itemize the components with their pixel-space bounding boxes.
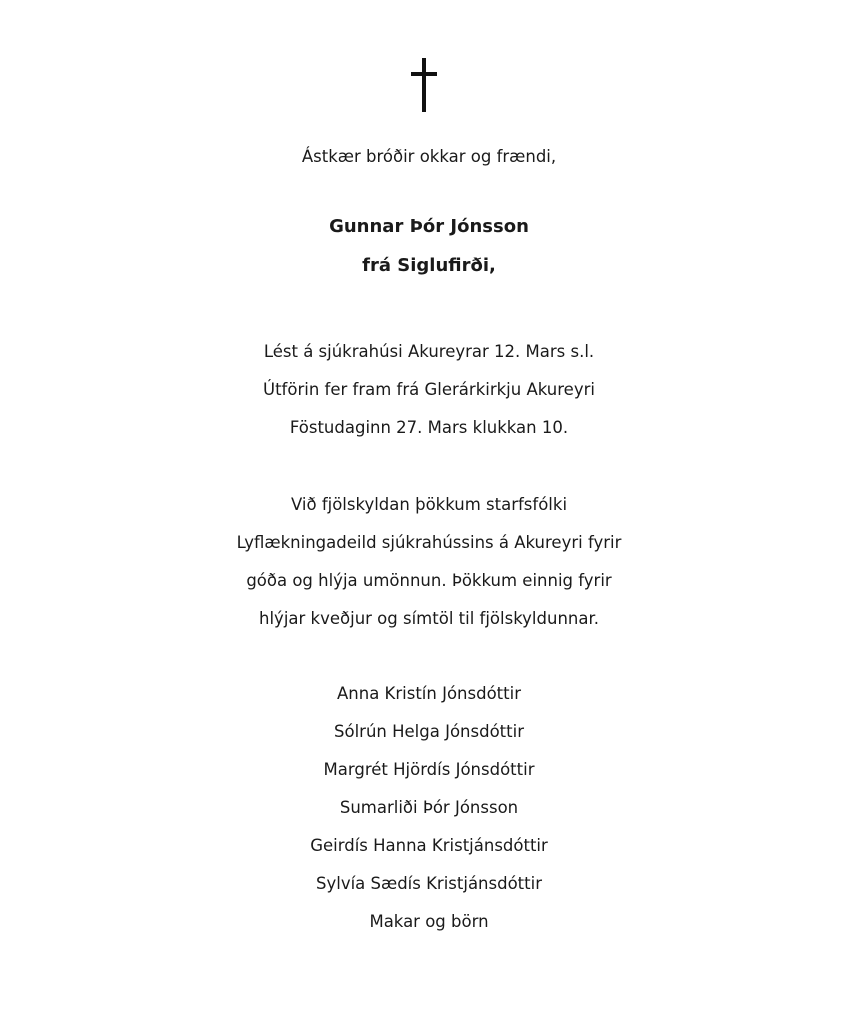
thanks-line: hlýjar kveðjur og símtöl til fjölskyldunnar.	[259, 609, 599, 628]
opening-line: Ástkær bróðir okkar og frændi,	[301, 147, 557, 166]
latin-cross-icon	[411, 58, 437, 112]
signatory: Margrét Hjördís Jónsdóttir	[323, 760, 535, 779]
thanks-line: Lyflækningadeild sjúkrahússins á Akureyri fyrir	[236, 533, 622, 552]
deceased-name: Gunnar Þór Jónsson	[329, 216, 529, 237]
signatory: Sylvía Sædís Kristjánsdóttir	[316, 874, 542, 893]
signatory: Anna Kristín Jónsdóttir	[337, 684, 521, 703]
deceased-origin: frá Siglufirði,	[362, 255, 496, 276]
thanks-line: góða og hlýja umönnun. Þökkum einnig fyrir	[246, 571, 612, 590]
signatory: Geirdís Hanna Kristjánsdóttir	[310, 836, 548, 855]
announcement-line: Lést á sjúkrahúsi Akureyrar 12. Mars s.l.	[263, 342, 595, 361]
announcement-line: Föstudaginn 27. Mars klukkan 10.	[289, 418, 569, 437]
announcement-line: Útförin fer fram frá Glerárkirkju Akureyri	[263, 380, 595, 399]
signatory: Sumarliði Þór Jónsson	[339, 798, 519, 817]
signatory: Makar og börn	[369, 912, 489, 931]
thanks-line: Við fjölskyldan þökkum starfsfólki	[290, 495, 568, 514]
signatory: Sólrún Helga Jónsdóttir	[334, 722, 524, 741]
